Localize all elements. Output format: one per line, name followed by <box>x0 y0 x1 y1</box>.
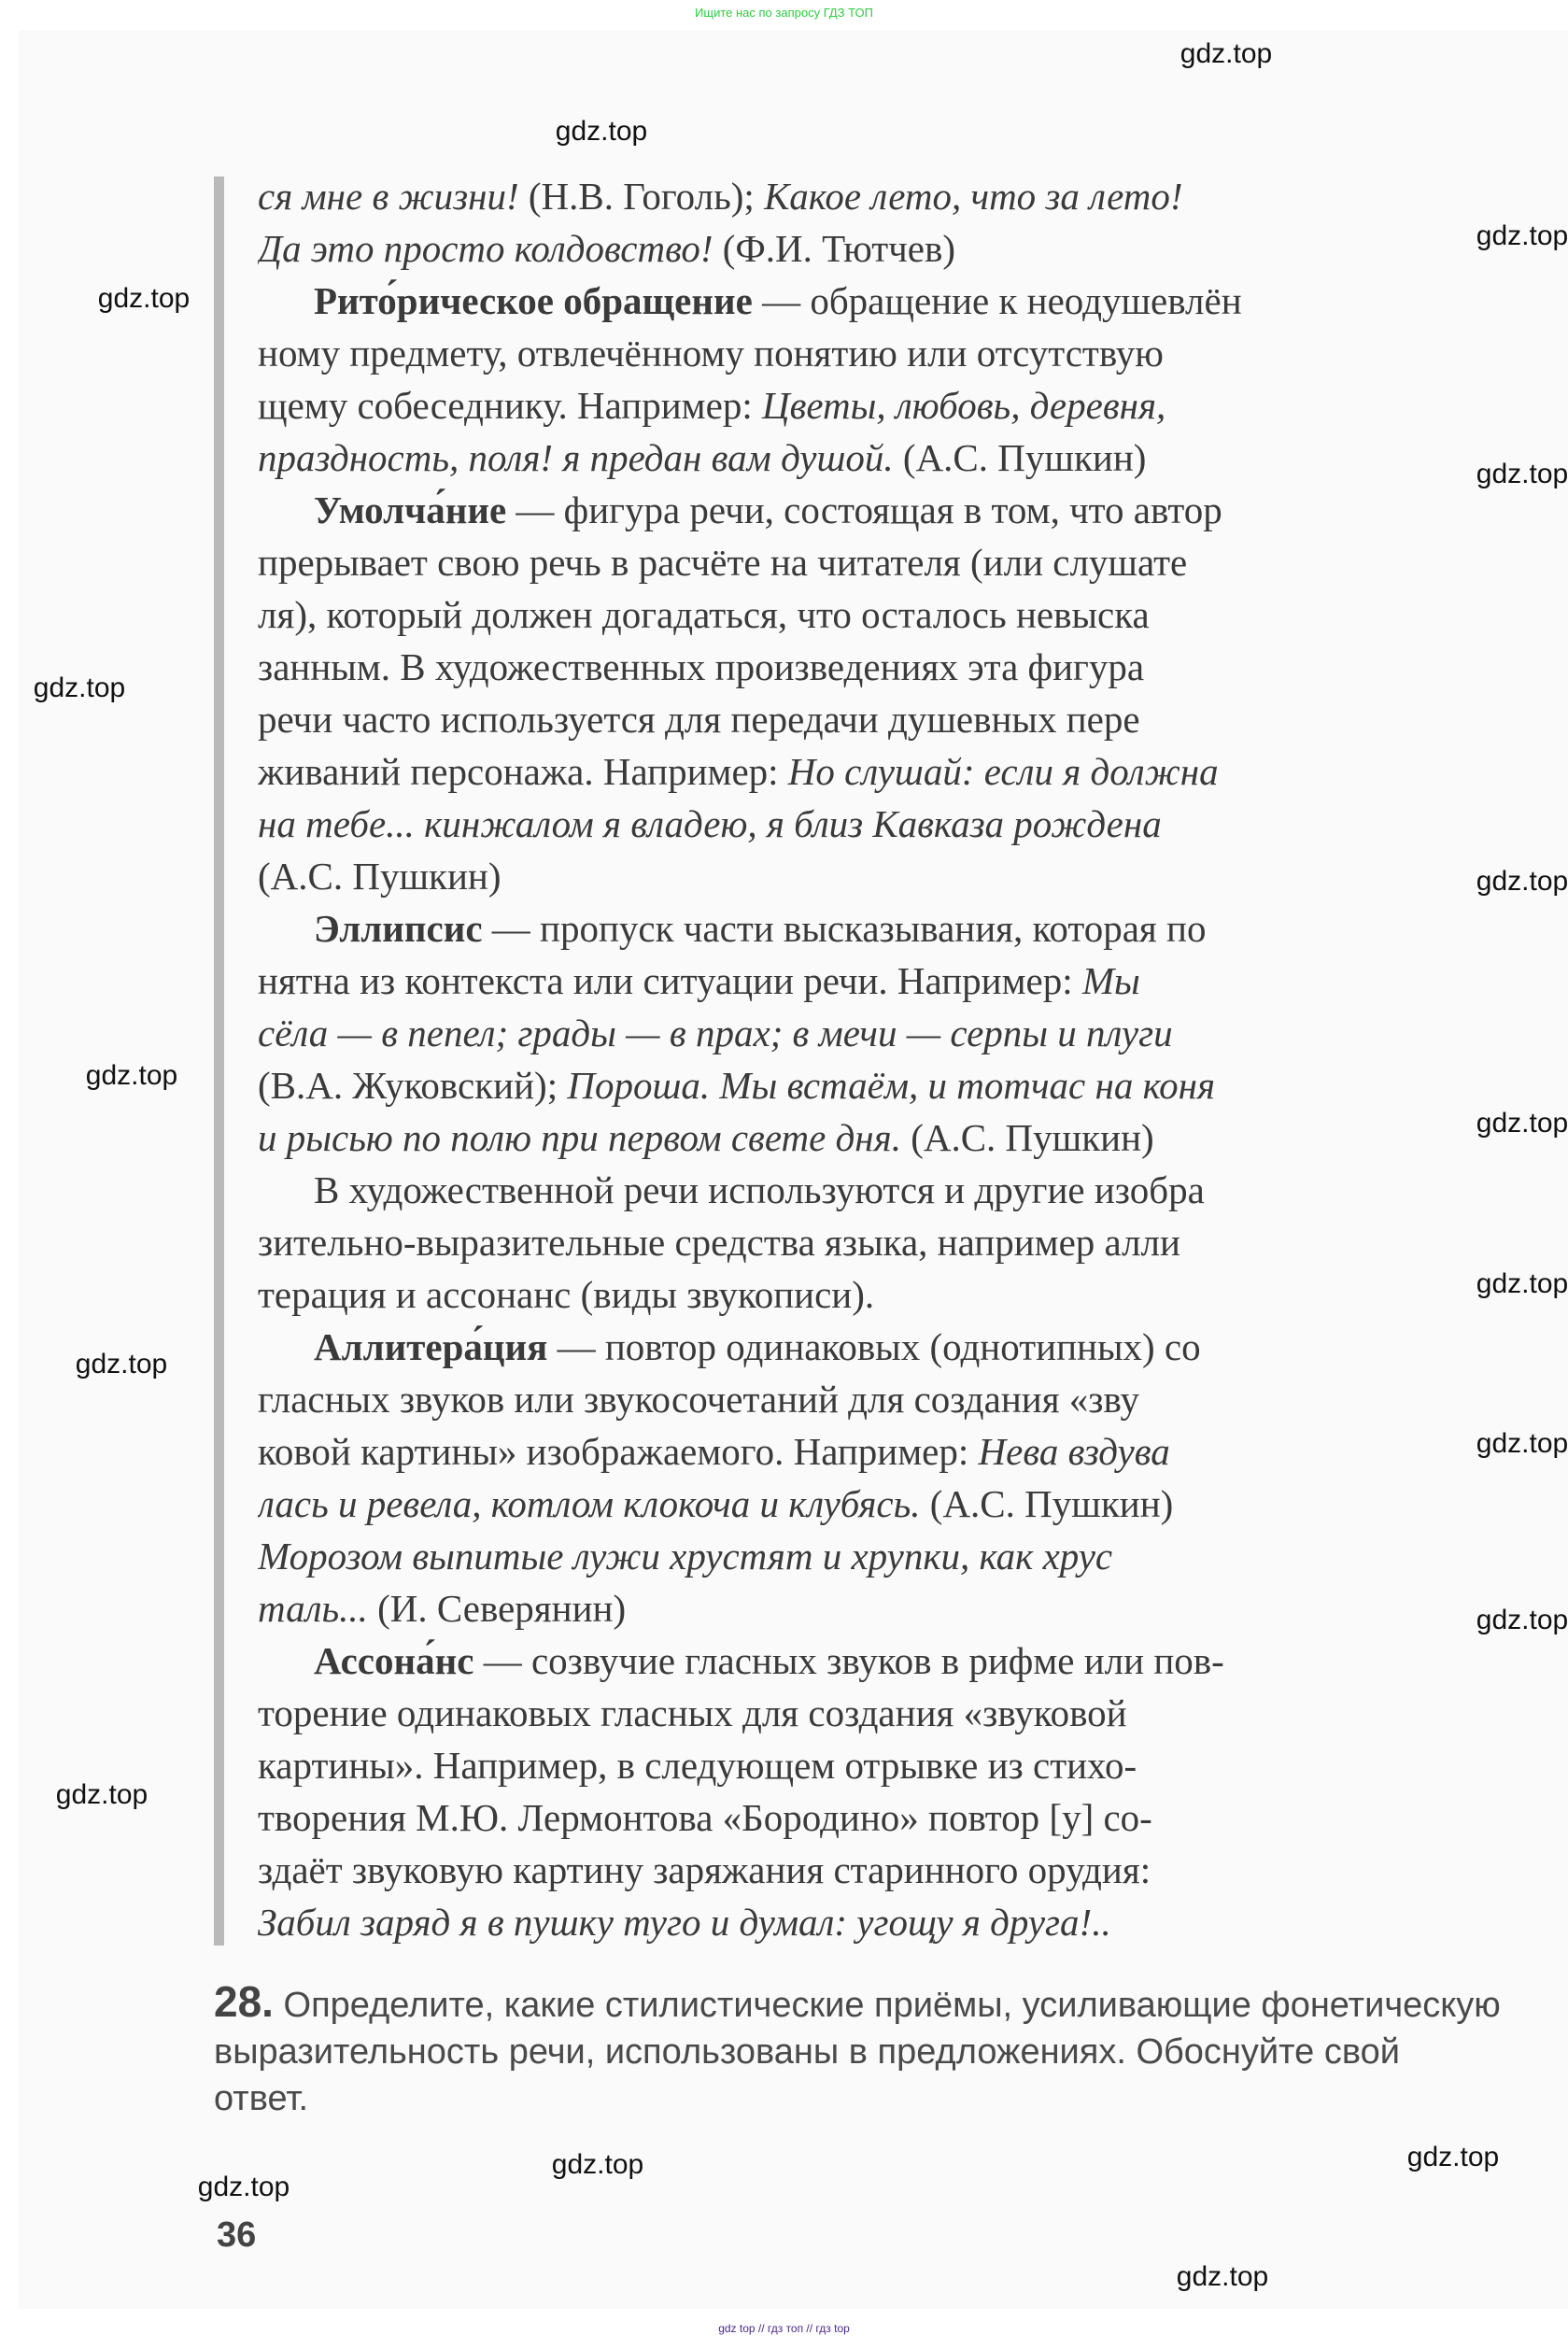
text-segment: торение одинаковых гласных для создания «звуковой <box>258 1691 1127 1734</box>
text-line <box>258 1844 1468 1896</box>
term: Рито́рическое обращение <box>314 279 753 322</box>
text-segment: речи часто используется для передачи душевных пере <box>258 698 1140 741</box>
watermark: gdz.top <box>1476 1268 1568 1299</box>
watermark: gdz.top <box>55 1779 148 1810</box>
watermark: gdz.top <box>33 672 126 703</box>
exercise-28 <box>214 1978 1503 2122</box>
watermark: gdz.top <box>555 116 648 147</box>
text-segment: занным. В художественных произведениях эта фигура <box>258 645 1145 688</box>
watermark: gdz.top <box>1476 1605 1568 1635</box>
example-quote: ся мне в жизни! <box>258 175 519 218</box>
term: Эллипсис <box>314 907 483 950</box>
text-segment: ковой картины» изображаемого. Например: <box>258 1430 979 1473</box>
text-segment: — фигура речи, состоящая в том, что автор <box>506 488 1222 531</box>
text-line <box>258 275 1468 327</box>
text-line <box>258 1007 1468 1059</box>
text-segment: щему собеседнику. Например: <box>258 384 762 427</box>
text-segment: (Н.В. Гоголь); <box>518 175 765 218</box>
example-quote: Нева вздува <box>978 1430 1170 1473</box>
text-line <box>258 1582 1468 1634</box>
text-segment: В художественной речи используются и другие изобра <box>314 1168 1205 1211</box>
text-segment: (А.С. Пушкин) <box>920 1482 1174 1525</box>
example-quote: Морозом выпитые лужи хрустят и хрупки, как хрус <box>258 1535 1113 1578</box>
example-quote: сёла — в пепел; грады — в прах; в мечи — серпы и плуги <box>258 1012 1173 1054</box>
text-line <box>258 588 1468 641</box>
watermark: gdz.top <box>1476 220 1568 251</box>
text-line <box>258 536 1468 588</box>
text-segment: (И. Северянин) <box>367 1587 627 1630</box>
text-line <box>258 1425 1468 1478</box>
text-segment: (А.С. Пушкин) <box>258 855 501 898</box>
example-quote: Пороша. Мы встаём, и тотчас на коня <box>567 1064 1216 1107</box>
watermark: gdz.top <box>1406 2142 1500 2172</box>
text-line <box>258 955 1468 1007</box>
text-line <box>258 1634 1468 1687</box>
watermark: gdz.top <box>1476 1108 1568 1139</box>
text-line <box>258 379 1468 432</box>
text-line <box>258 1268 1468 1321</box>
text-line <box>258 1896 1468 1948</box>
text-line <box>258 902 1468 955</box>
text-segment: творения М.Ю. Лермонтова «Бородино» повтор [у] со- <box>258 1796 1152 1839</box>
term: Ассона́нс <box>314 1639 474 1682</box>
example-quote: лась и ревела, котлом клокоча и клубясь. <box>258 1482 921 1525</box>
example-quote: Да это просто колдовство! <box>258 227 713 270</box>
term: Аллитера́ция <box>314 1325 548 1368</box>
text-line <box>258 1111 1468 1164</box>
text-line <box>258 1478 1468 1530</box>
text-segment: ному предмету, отвлечённому понятию или отсутствую <box>258 332 1164 375</box>
header-note: Ищите нас по запросу ГДЗ ТОП <box>695 6 873 20</box>
example-quote: на тебе... кинжалом я владею, я близ Кавказа рождена <box>258 802 1162 845</box>
example-quote: таль... <box>258 1587 368 1630</box>
watermark: gdz.top <box>1176 2261 1269 2292</box>
text-line <box>258 484 1468 536</box>
margin-bar <box>214 177 224 1946</box>
text-segment: (В.А. Жуковский); <box>258 1064 568 1107</box>
text-line <box>258 798 1468 850</box>
example-quote: праздность, поля! я предан вам душой. <box>258 436 894 479</box>
text-segment: терация и ассонанс (виды звукописи). <box>258 1273 875 1316</box>
term: Умолча́ние <box>314 488 507 531</box>
text-line <box>258 1373 1468 1425</box>
text-line <box>258 170 1468 222</box>
text-line <box>258 1687 1468 1739</box>
text-line <box>258 1059 1468 1111</box>
watermark: gdz.top <box>197 2172 290 2202</box>
watermark: gdz.top <box>97 283 191 314</box>
text-segment: зительно-выразительные средства языка, например алли <box>258 1221 1180 1264</box>
theory-text <box>258 170 1468 1948</box>
text-segment: (Ф.И. Тютчев) <box>713 227 955 270</box>
watermark: gdz.top <box>75 1349 168 1380</box>
exercise-number: 28. <box>214 1977 274 2026</box>
text-line <box>258 1216 1468 1268</box>
text-segment: ля), который должен догадаться, что осталось невыска <box>258 593 1150 636</box>
watermark: gdz.top <box>551 2149 644 2180</box>
watermark: gdz.top <box>1476 866 1568 897</box>
text-segment: — созвучие гласных звуков в рифме или пов- <box>473 1639 1224 1682</box>
text-line <box>258 1739 1468 1791</box>
exercise-text: Определите, какие стилистические приёмы, усиливающие фонетическую выразительность речи, использованы в предложениях. Обоснуйте свой ответ. <box>214 1986 1501 2118</box>
text-segment: (А.С. Пушкин) <box>893 436 1147 479</box>
example-quote: Мы <box>1081 959 1140 1002</box>
example-quote: Забил заряд я в пушку туго и думал: угощу я друга!.. <box>258 1901 1111 1944</box>
text-segment: нятна из контекста или ситуации речи. Например: <box>258 959 1082 1002</box>
text-line <box>258 1321 1468 1373</box>
text-segment: — обращение к неодушевлён <box>752 279 1242 322</box>
example-quote: и рысью по полю при первом свете дня. <box>258 1116 901 1159</box>
example-quote: Цветы, любовь, деревня, <box>761 384 1166 427</box>
text-line <box>258 327 1468 379</box>
text-line <box>258 641 1468 693</box>
watermark: gdz.top <box>1180 38 1273 69</box>
text-segment: — повтор одинаковых (однотипных) со <box>547 1325 1201 1368</box>
text-segment: гласных звуков или звукосочетаний для создания «зву <box>258 1378 1139 1421</box>
text-line <box>258 693 1468 745</box>
text-line <box>258 1530 1468 1582</box>
watermark: gdz.top <box>85 1060 178 1091</box>
text-segment: прерывает свою речь в расчёте на читателя (или слушате <box>258 541 1188 584</box>
text-line <box>258 432 1468 484</box>
watermark: gdz.top <box>1476 1428 1568 1459</box>
example-quote: Какое лето, что за лето! <box>764 175 1183 218</box>
text-line <box>258 850 1468 902</box>
page-number: 36 <box>217 2215 257 2255</box>
text-line <box>258 1791 1468 1844</box>
example-quote: Но слушай: если я должна <box>787 750 1219 793</box>
text-segment: — пропуск части высказывания, которая по <box>482 907 1207 950</box>
footer-note: gdz top // гдз топ // гдз top <box>718 2322 850 2335</box>
text-line <box>258 745 1468 798</box>
text-segment: живаний персонажа. Например: <box>258 750 788 793</box>
text-line <box>258 1164 1468 1216</box>
text-segment: картины». Например, в следующем отрывке из стихо- <box>258 1744 1137 1787</box>
text-line <box>258 222 1468 275</box>
watermark: gdz.top <box>1476 459 1568 489</box>
text-segment: здаёт звуковую картину заряжания старинного орудия: <box>258 1848 1151 1891</box>
text-segment: (А.С. Пушкин) <box>900 1116 1154 1159</box>
